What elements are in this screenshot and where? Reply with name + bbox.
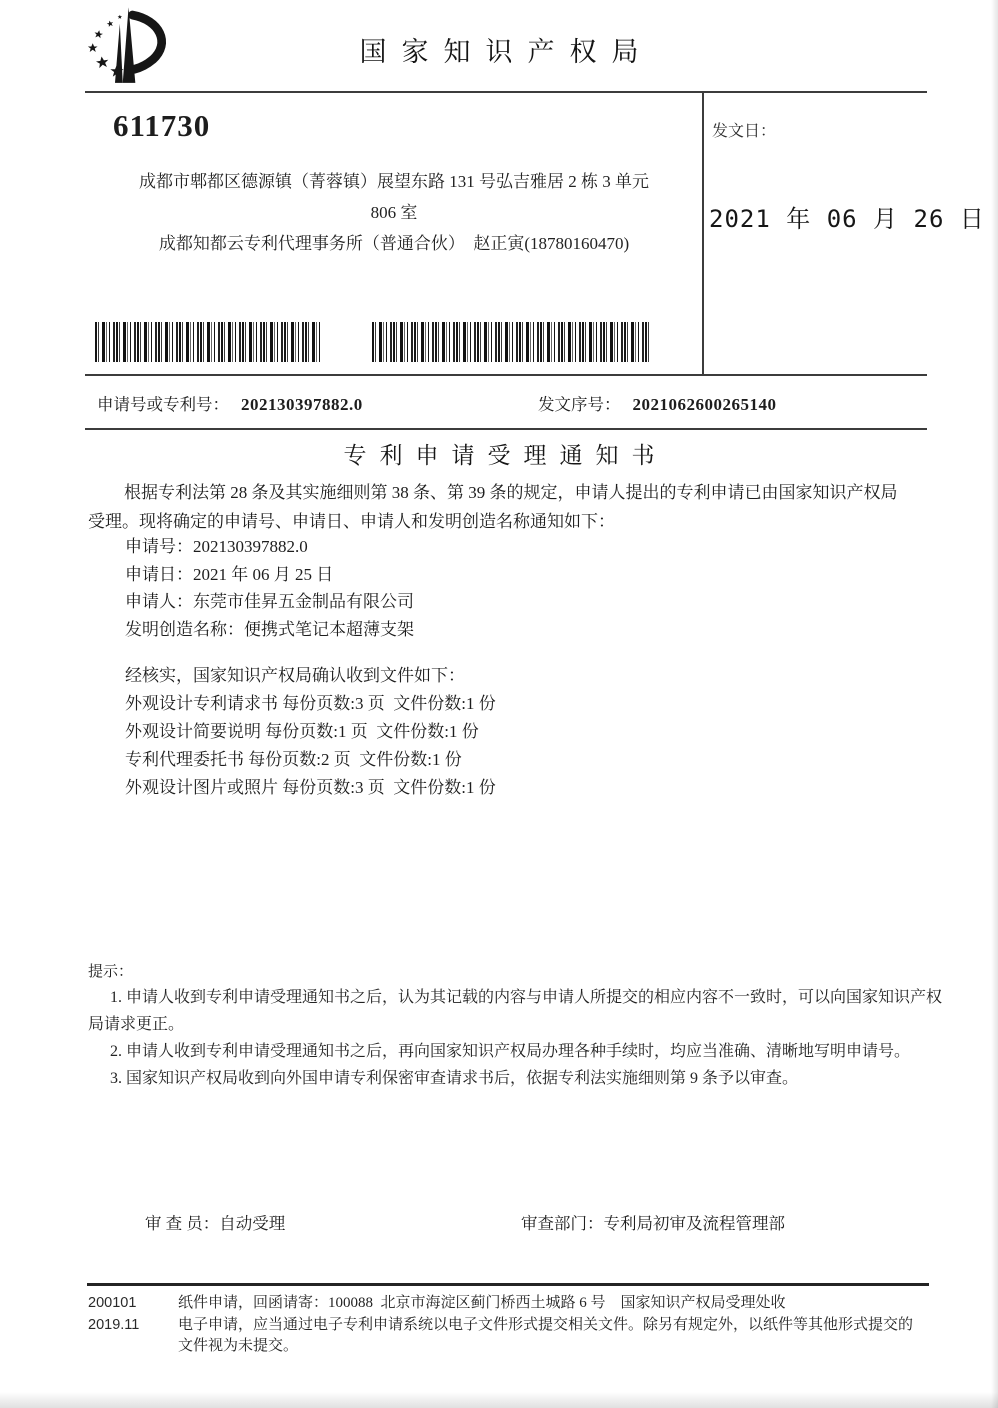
footer-electronic-instruction: 电子申请，应当通过电子专利申请系统以电子文件形式提交相关文件。除另有规定外，以纸件等其他形式提交的文件视为未提交。 [178,1316,914,1354]
document-item: 专利代理委托书 每份页数:2 页 文件份数:1 份 [125,750,462,769]
application-number-label: 申请号或专利号： [97,395,229,414]
examiner-value: 自动受理 [219,1214,286,1233]
agency-title: 国家知识产权局 [359,37,654,67]
document-item: 外观设计专利请求书 每份页数:3 页 文件份数:1 份 [125,694,496,713]
department-value: 专利局初审及流程管理部 [603,1214,785,1233]
barcode-serial-number [372,322,650,362]
scan-artifact-bottom [0,1392,998,1408]
application-number-value: 202130397882.0 [241,395,363,414]
field-applicant: 申请人：东莞市佳昇五金制品有限公司 [125,592,414,611]
field-application-date: 申请日：2021 年 06 月 25 日 [125,564,334,584]
divider-header [85,91,927,93]
divider-footer [87,1283,929,1286]
field-application-number: 申请号：202130397882.0 [125,537,308,556]
received-documents [125,662,496,802]
dispatch-date-label: 发文日： [712,123,777,140]
addressee-address-line1: 成都市郫都区德源镇（菁蓉镇）展望东路 131 号弘吉雅居 2 栋 3 单元 [139,172,649,191]
document-item: 外观设计简要说明 每份页数:1 页 文件份数:1 份 [125,722,479,741]
serial-number-label: 发文序号： [538,395,621,414]
received-intro: 经核实，国家知识产权局确认收到文件如下： [125,666,465,685]
footer-instructions [178,1293,926,1358]
tips-label: 提示： [88,964,134,980]
form-version: 2019.11 [88,1316,140,1333]
barcode-application-number [95,322,323,362]
department-row [521,1210,785,1234]
field-invention-title: 发明创造名称：便携式笔记本超薄支架 [125,619,414,639]
addressee-address-line2: 806 室 [370,203,418,222]
tip-item-2: 2. 申请人收到专利申请受理通知书之后，再向国家知识产权局办理各种手续时，均应当准确、清晰地写明申请号。 [110,1043,911,1060]
form-code: 200101 [88,1295,137,1311]
application-number-row [97,391,363,415]
divider-barcode-bottom [85,374,927,376]
notice-title: 专利申请受理通知书 [343,443,668,468]
addressee-block [88,166,700,259]
document-item: 外观设计图片或照片 每份页数:3 页 文件份数:1 份 [125,778,496,797]
serial-number-row [538,391,777,415]
form-code-block [88,1293,139,1336]
examiner-row [145,1210,285,1234]
application-fields [125,533,414,643]
tip-item-3: 3. 国家知识产权局收到向外国申请专利保密审查请求书后，依据专利法实施细则第 9 条予以审查。 [110,1070,799,1087]
divider-datebox [702,91,704,376]
examiner-label: 审 查 员： [145,1214,220,1233]
serial-number-value: 2021062600265140 [632,395,777,414]
addressee-agent-line: 成都知都云专利代理事务所（普通合伙） 赵正寅(18780160470) [158,234,630,253]
delivery-code: 611730 [113,108,211,143]
dispatch-date-value: 2021 年 06 月 26 日 [709,205,985,233]
tip-item-1: 1. 申请人收到专利申请受理通知书之后，认为其记载的内容与申请人所提交的相应内容不一致时，可以向国家知识产权局请求更正。 [88,989,943,1033]
notice-intro: 根据专利法第 28 条及其实施细则第 38 条、第 39 条的规定，申请人提出的专利申请已由国家知识产权局受理。现将确定的申请号、申请日、申请人和发明创造名称通知如下： [88,483,898,531]
footer-paper-instruction: 纸件申请，回函请寄：100088 北京市海淀区蓟门桥西土城路 6 号 国家知识产权局受理处收 [178,1295,786,1311]
scan-artifact-right [991,0,998,1408]
department-label: 审查部门： [521,1214,604,1233]
divider-refrow-bottom [85,428,927,430]
